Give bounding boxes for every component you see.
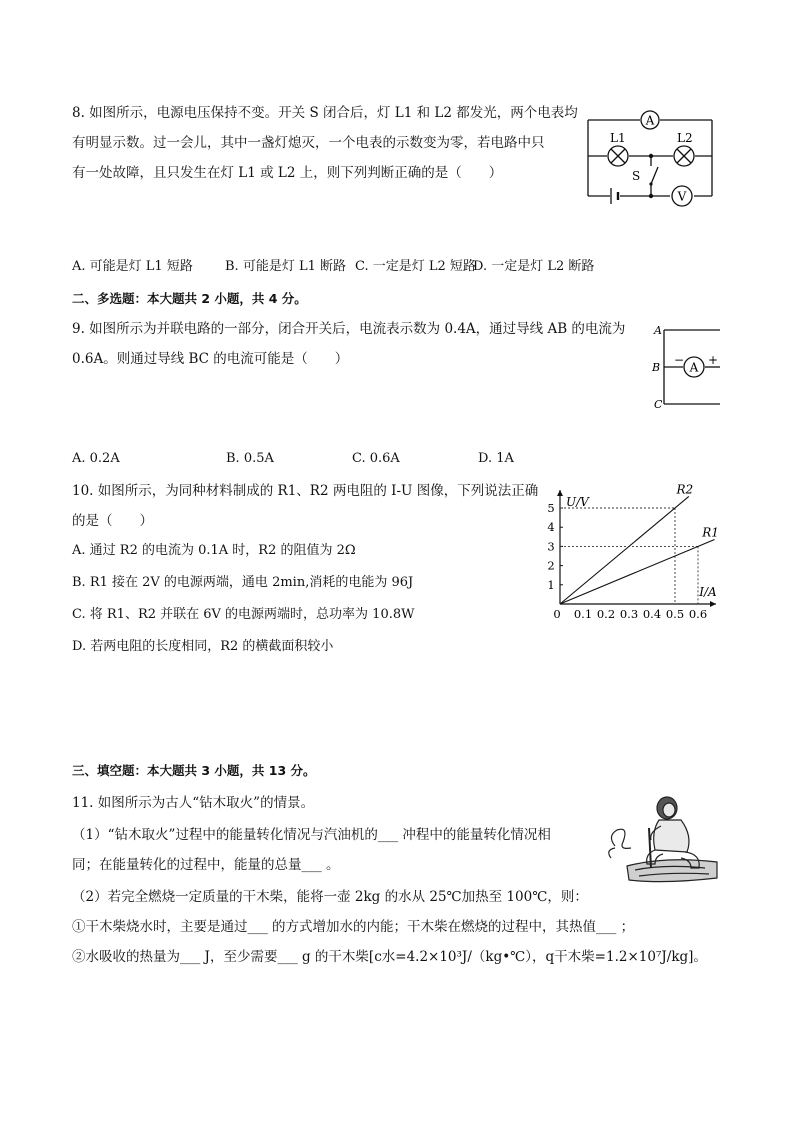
q11-line1: 11. 如图所示为古人“钻木取火”的情景。 <box>72 795 315 811</box>
fire-drilling-illustration <box>605 792 723 888</box>
y-axis-arrow <box>557 490 563 496</box>
q9-line2: 0.6A。则通过导线 BC 的电流可能是（ ） <box>72 351 349 367</box>
x-tick-label: 0 <box>553 607 561 621</box>
voltmeter-label: V <box>677 189 687 204</box>
q8-option-a: A. 可能是灯 L1 短路 <box>72 259 193 274</box>
x-tick-label: 0.3 <box>619 607 639 621</box>
minus-terminal-label: − <box>674 353 685 367</box>
q11-line3: 同；在能量转化的过程中，能量的总量___ 。 <box>72 857 340 873</box>
y-tick-label: 5 <box>547 501 555 515</box>
x-tick-label: 0.2 <box>596 607 616 621</box>
q9-option-d: D. 1A <box>478 451 514 466</box>
series-label-r1: R1 <box>702 525 719 540</box>
y-tick-label: 1 <box>547 577 555 592</box>
q9-option-b: B. 0.5A <box>226 451 274 466</box>
point-c-label: C <box>654 398 663 411</box>
ammeter-label: A <box>645 113 655 128</box>
q8-line1: 8. 如图所示，电源电压保持不变。开关 S 闭合后，灯 L1 和 L2 都发光，两个电表均 <box>72 105 578 121</box>
q10-option-a: A. 通过 R2 的电流为 0.1A 时，R2 的阻值为 2Ω <box>72 543 356 558</box>
q11-line6: ②水吸收的热量为___ J，至少需要___ g 的干木柴[c水=4.2×10³J/（kg•℃），q干木柴=1.2×10⁷J/kg]。 <box>72 949 707 965</box>
q9-option-c: C. 0.6A <box>352 451 400 466</box>
lamp-l1-label: L1 <box>610 131 626 145</box>
y-tick-label: 2 <box>547 558 555 573</box>
x-axis-arrow <box>710 601 716 607</box>
q11-line4: （2）若完全燃烧一定质量的干木柴，能将一壶 2kg 的水从 25℃加热至 100℃，则： <box>72 889 588 905</box>
y-tick-label: 3 <box>547 539 555 554</box>
q10-iu-chart <box>540 478 730 624</box>
point-b-label: B <box>652 361 661 374</box>
q9-line1: 9. 如图所示为并联电路的一部分，闭合开关后，电流表示数为 0.4A，通过导线 AB 的电流为 <box>72 321 626 337</box>
series-line-r2 <box>560 496 689 604</box>
point-a-label: A <box>654 324 662 337</box>
q10-option-c: C. 将 R1、R2 并联在 6V 的电源两端时，总功率为 10.8W <box>72 607 415 622</box>
y-tick-label: 4 <box>547 520 555 535</box>
plus-terminal-label: + <box>708 353 719 367</box>
q8-line3: 有一处故障，且只发生在灯 L1 或 L2 上，则下列判断正确的是（ ） <box>72 165 503 181</box>
section-2-heading: 二、多选题：本大题共 2 小题，共 4 分。 <box>72 291 307 306</box>
series-label-r2: R2 <box>676 482 694 497</box>
q8-circuit-diagram <box>580 104 720 212</box>
y-axis-label: U/V <box>566 495 589 509</box>
q8-option-b: B. 可能是灯 L1 断路 <box>225 259 346 274</box>
q11-line2: （1）“钻木取火”过程中的能量转化情况与汽油机的___ 冲程中的能量转化情况相 <box>72 827 551 843</box>
ammeter-label: A <box>689 360 699 375</box>
q10-line1: 10. 如图所示，为同种材料制成的 R1、R2 两电阻的 I-U 图像，下列说法正确 <box>72 483 539 499</box>
q10-option-d: D. 若两电阻的长度相同，R2 的横截面积较小 <box>72 639 334 654</box>
q10-option-b: B. R1 接在 2V 的电源两端，通电 2min,消耗的电能为 96J <box>72 575 414 590</box>
x-tick-label: 0.4 <box>642 607 662 621</box>
x-tick-label: 0.6 <box>688 607 708 621</box>
lamp-l2-label: L2 <box>677 131 693 145</box>
q11-line5: ①干木柴烧水时，主要是通过___ 的方式增加水的内能；干木柴在燃烧的过程中，其热值___ ； <box>72 919 635 935</box>
switch-label: S <box>632 169 641 183</box>
q9-parallel-circuit-diagram <box>648 320 724 412</box>
x-tick-label: 0.5 <box>665 607 685 621</box>
x-axis-label: I/A <box>699 585 717 599</box>
q8-option-c: C. 一定是灯 L2 短路 <box>355 259 476 274</box>
q9-option-a: A. 0.2A <box>72 451 120 466</box>
q8-option-d: D. 一定是灯 L2 断路 <box>473 259 595 274</box>
series-line-r1 <box>560 539 715 604</box>
section-3-heading: 三、填空题：本大题共 3 小题，共 13 分。 <box>72 763 316 778</box>
q8-line2: 有明显示数。过一会儿，其中一盏灯熄灭，一个电表的示数变为零，若电路中只 <box>72 135 545 151</box>
x-tick-label: 0.1 <box>573 607 593 621</box>
q10-line2: 的是（ ） <box>72 513 153 529</box>
